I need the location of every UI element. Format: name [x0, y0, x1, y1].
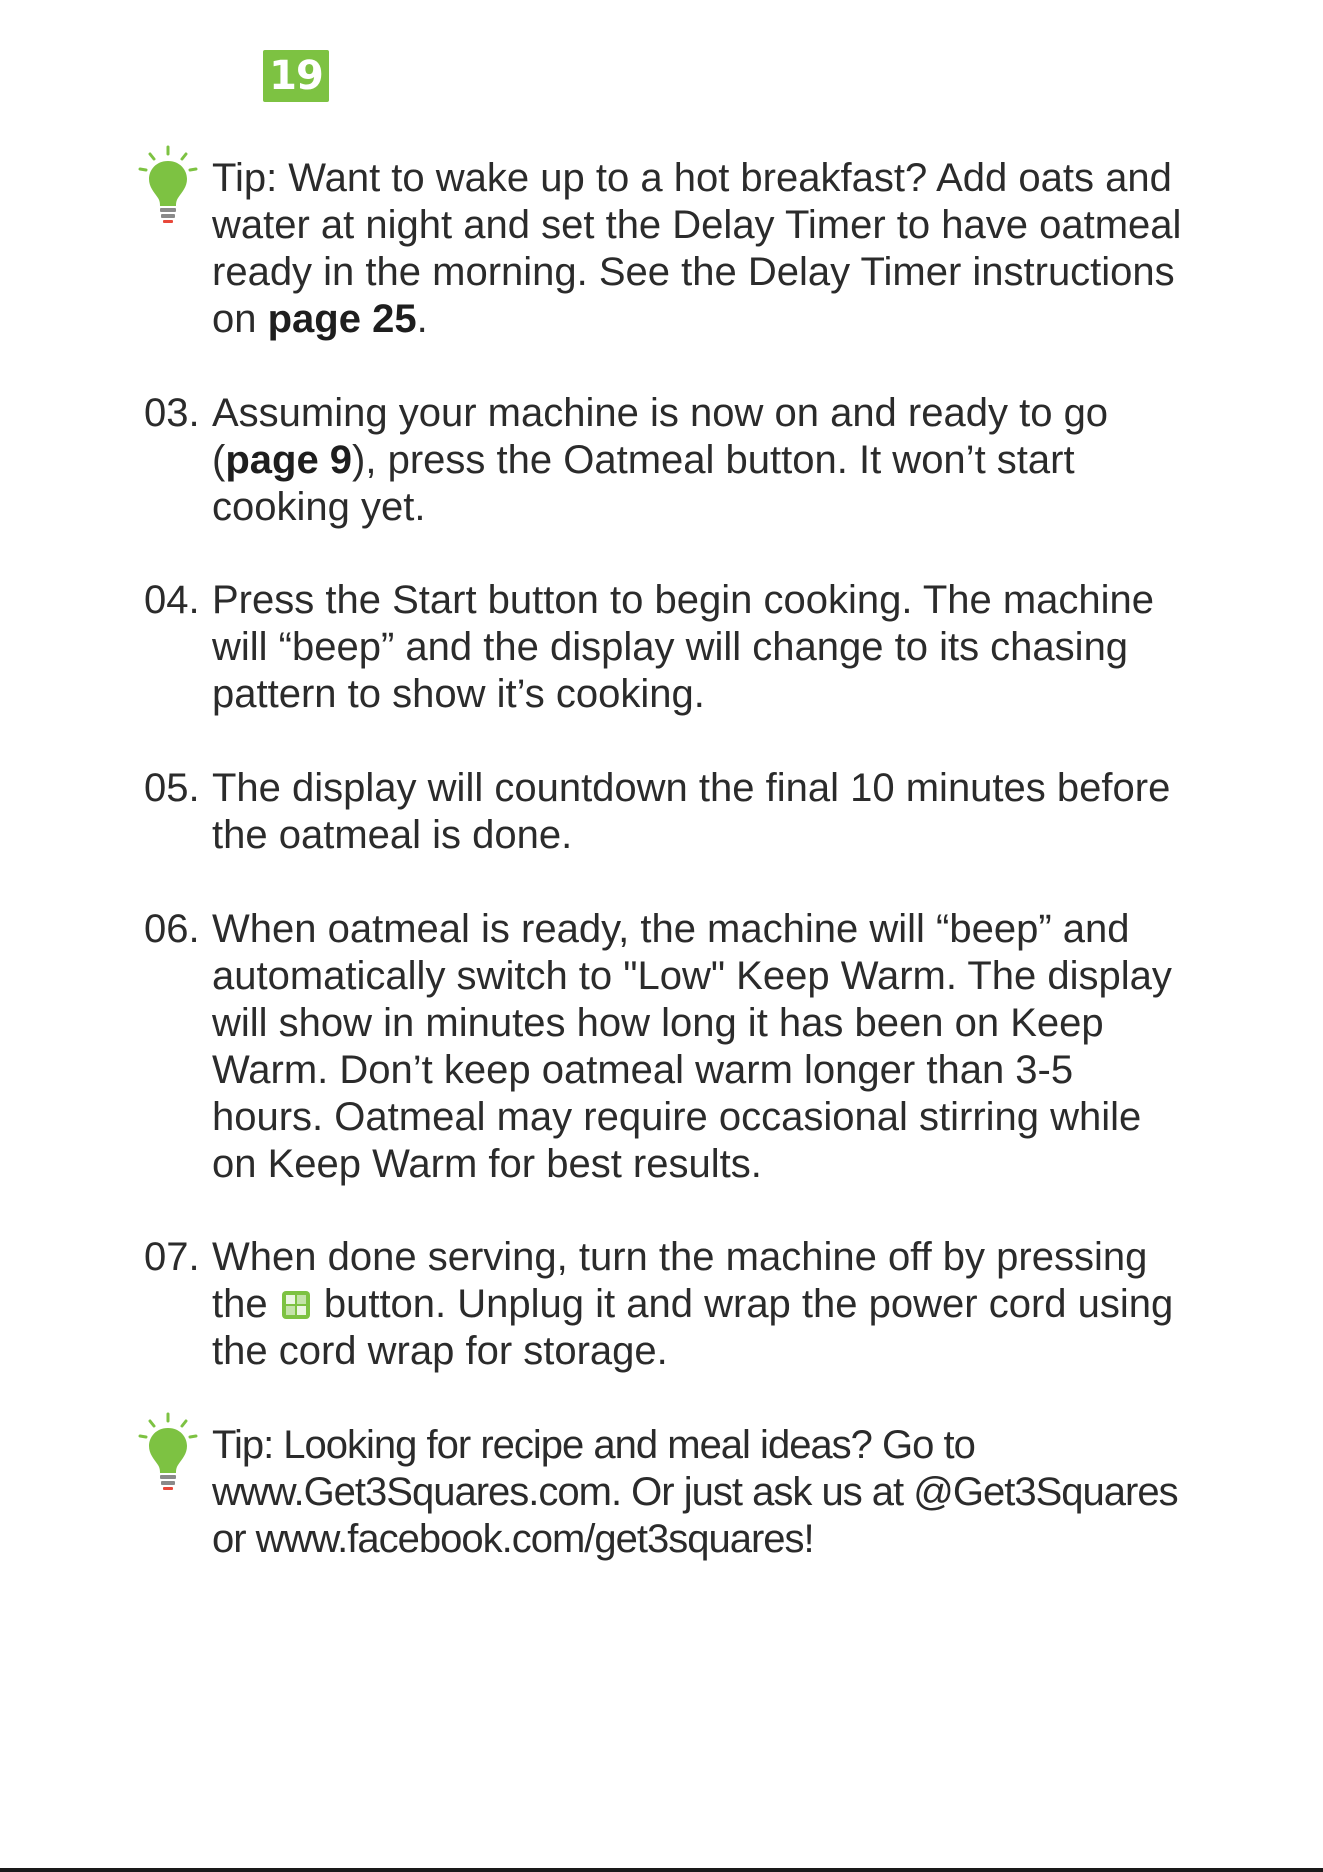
- tip-text: Tip: Want to wake up to a hot breakfast? Add oats and water at night and set the Delay Timer to have oatmeal ready in the morning. See the Delay Timer instructions on page 25.: [212, 156, 1182, 341]
- step-04: [144, 577, 1194, 718]
- step-text: The display will countdown the final 10 minutes before the oatmeal is done.: [212, 766, 1171, 857]
- step-03: [144, 390, 1194, 531]
- step-number: 07.: [144, 1235, 200, 1279]
- step-number: 05.: [144, 766, 200, 810]
- step-number: 06.: [144, 907, 200, 951]
- tip-recipe-ideas: [144, 1422, 1194, 1563]
- step-05: [144, 765, 1194, 859]
- page-number: 19: [263, 50, 329, 102]
- step-text: When oatmeal is ready, the machine will “beep” and automatically switch to "Low" Keep Warm. The display will show in minutes how long it has been on Keep Warm. Don’t keep oatmeal warm longer than 3-5 hours. Oatmeal may require occasional stirring while on Keep Warm for best results.: [212, 907, 1172, 1186]
- step-number: 03.: [144, 391, 200, 435]
- lightbulb-icon: [138, 1412, 198, 1498]
- lightbulb-icon: [138, 145, 198, 231]
- step-number: 04.: [144, 578, 200, 622]
- step-text: Press the Start button to begin cooking. The machine will “beep” and the display will change to its chasing pattern to show it’s cooking.: [212, 578, 1155, 716]
- page-bottom-border: [0, 1868, 1323, 1872]
- power-button-icon: [281, 1290, 311, 1320]
- step-text: When done serving, turn the machine off by pressing the button. Unplug it and wrap the power cord using the cord wrap for storage.: [212, 1235, 1174, 1373]
- tip-text: Tip: Looking for recipe and meal ideas? Go to www.Get3Squares.com. Or just ask us at @Get3Squares or www.facebook.com/get3squares!: [212, 1423, 1178, 1561]
- tip-delay-timer: [144, 155, 1194, 343]
- step-07: [144, 1234, 1194, 1375]
- step-06: [144, 906, 1194, 1188]
- step-text: Assuming your machine is now on and ready to go (page 9), press the Oatmeal button. It won’t start cooking yet.: [212, 391, 1109, 529]
